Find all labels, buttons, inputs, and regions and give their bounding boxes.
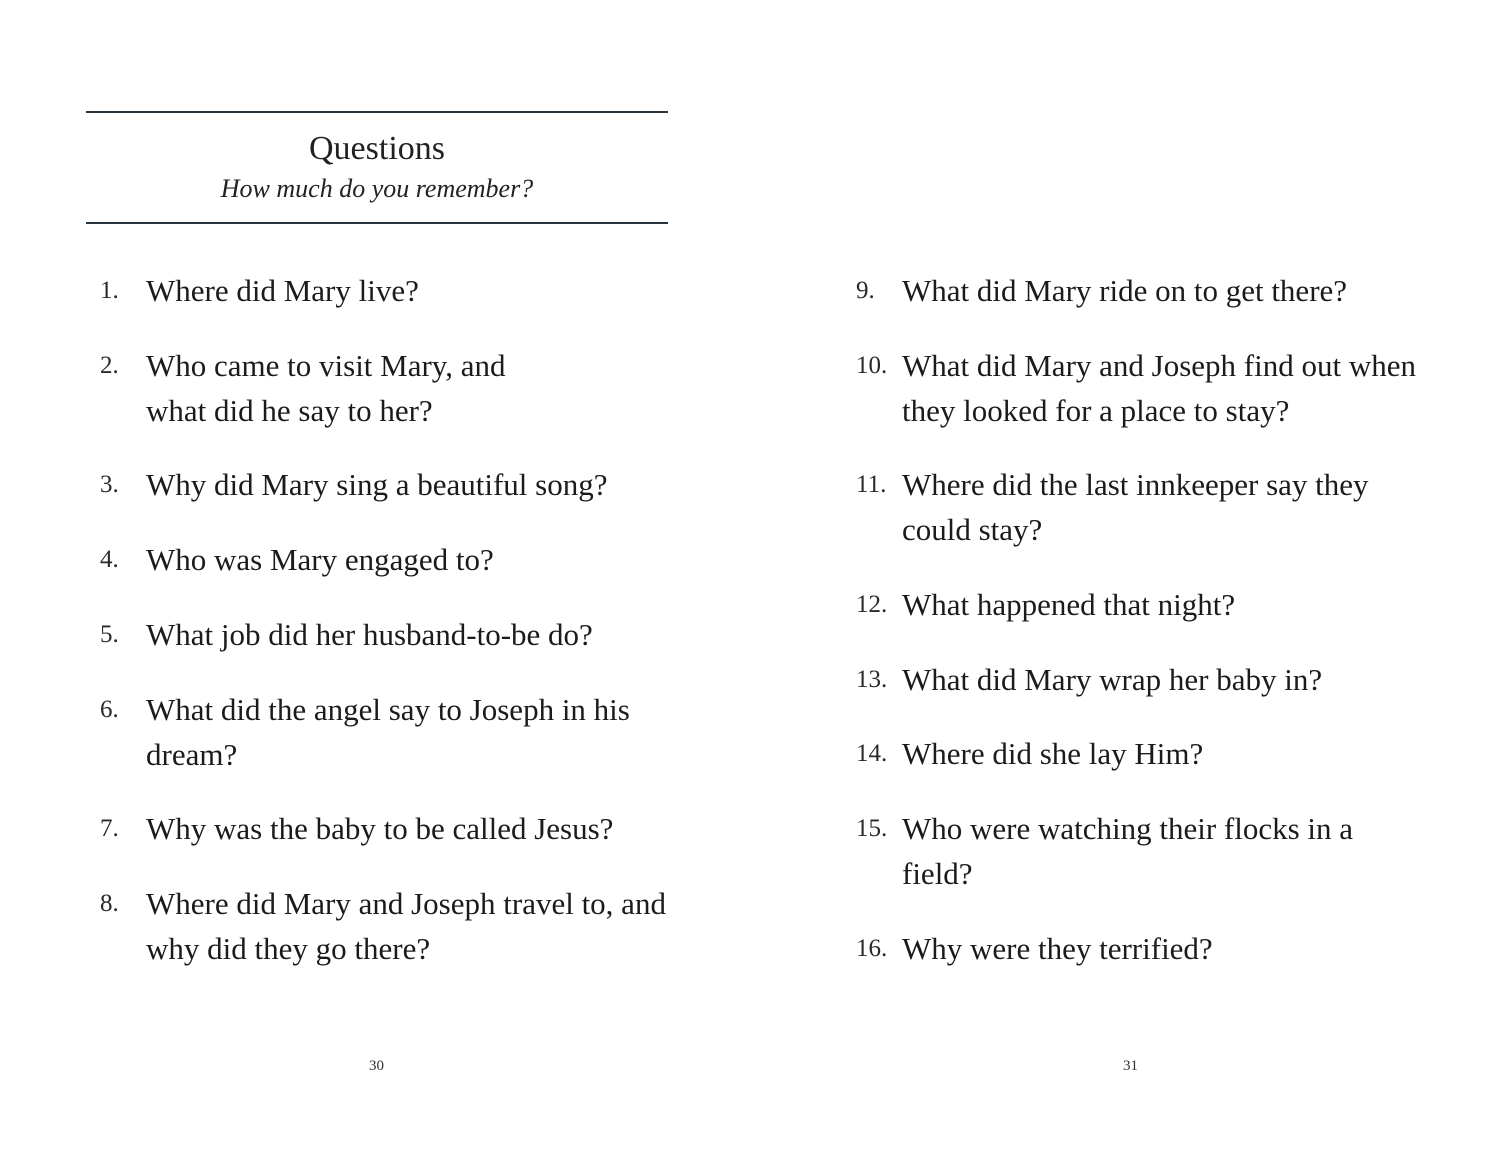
right-page-number: 31: [1123, 1058, 1138, 1074]
question-text: Who came to visit Mary, and what did he say to her?: [146, 348, 506, 428]
question-number: 11.: [856, 471, 887, 498]
question-item: [100, 537, 670, 582]
question-item: [856, 731, 1416, 776]
question-number: 16.: [856, 935, 888, 962]
question-text: What did Mary and Joseph find out when they looked for a place to stay?: [902, 348, 1416, 428]
question-item: [856, 343, 1416, 433]
question-number: 9.: [856, 277, 875, 304]
question-number: 2.: [100, 352, 119, 379]
question-text: Where did the last innkeeper say they could stay?: [902, 467, 1369, 547]
question-text: What did Mary ride on to get there?: [902, 273, 1348, 308]
question-item: [856, 657, 1416, 702]
question-number: 1.: [100, 277, 119, 304]
question-text: Where did Mary live?: [146, 273, 419, 308]
page-subtitle: How much do you remember?: [220, 174, 534, 203]
question-item: [856, 806, 1386, 896]
question-text: What did the angel say to Joseph in his dream?: [146, 692, 630, 772]
question-item: [100, 806, 670, 851]
question-text: Who were watching their flocks in a field?: [902, 811, 1354, 891]
question-text: Why were they terrified?: [902, 931, 1213, 966]
question-text: Where did she lay Him?: [902, 736, 1204, 771]
question-item: [100, 881, 670, 971]
question-text: Where did Mary and Joseph travel to, and why did they go there?: [146, 886, 666, 966]
question-number: 12.: [856, 591, 888, 618]
question-number: 3.: [100, 471, 119, 498]
question-text: Why was the baby to be called Jesus?: [146, 811, 614, 846]
question-text: What happened that night?: [902, 587, 1236, 622]
question-number: 8.: [100, 890, 119, 917]
question-text: What job did her husband-to-be do?: [146, 617, 593, 652]
question-number: 13.: [856, 666, 888, 693]
question-item: [856, 268, 1416, 313]
question-number: 6.: [100, 696, 119, 723]
heading-bottom-rule: [86, 222, 668, 224]
left-page-number: 30: [369, 1058, 384, 1074]
question-item: [100, 268, 670, 313]
question-text: Why did Mary sing a beautiful song?: [146, 467, 608, 502]
question-item: [100, 612, 670, 657]
question-text: Who was Mary engaged to?: [146, 542, 494, 577]
question-number: 14.: [856, 740, 888, 767]
question-number: 5.: [100, 621, 119, 648]
question-item: [856, 926, 1416, 971]
heading-top-rule: [86, 111, 668, 113]
question-number: 10.: [856, 352, 888, 379]
question-item: [100, 462, 670, 507]
section-heading: [86, 126, 668, 206]
question-number: 7.: [100, 815, 119, 842]
question-item: [100, 687, 630, 777]
question-number: 15.: [856, 815, 888, 842]
question-text: What did Mary wrap her baby in?: [902, 662, 1323, 697]
question-item: [100, 343, 570, 433]
page-title: Questions: [309, 130, 445, 167]
question-item: [856, 582, 1416, 627]
question-item: [856, 462, 1416, 552]
question-number: 4.: [100, 546, 119, 573]
